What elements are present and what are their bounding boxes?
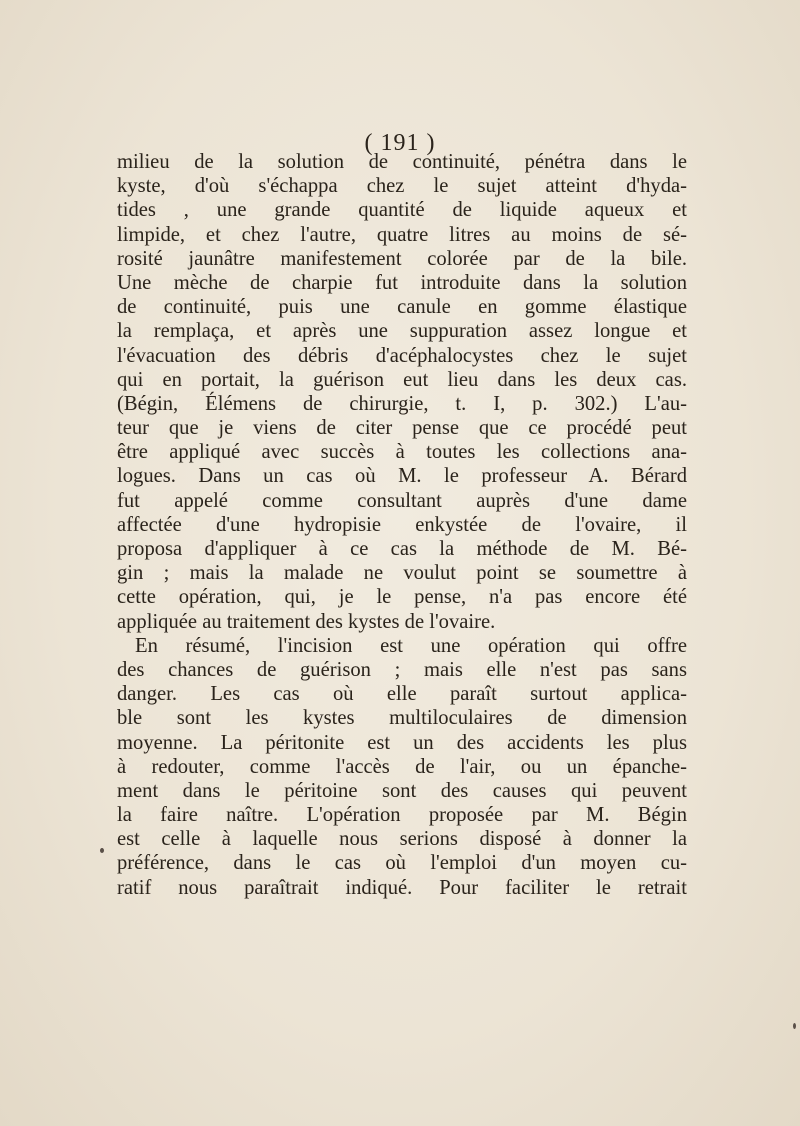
- text-line: des chances de guérison ; mais elle n'est pas sans: [117, 658, 687, 681]
- text-line: logues. Dans un cas où M. le professeur A. Bérard: [117, 465, 687, 488]
- text-line: préférence, dans le cas où l'emploi d'un moyen cu-: [117, 852, 687, 875]
- text-line: Une mèche de charpie fut introduite dans la solution: [117, 271, 687, 294]
- paper-speck: [793, 1023, 796, 1029]
- text-line: gin ; mais la malade ne voulut point se soumettre à: [117, 562, 687, 585]
- text-line: la faire naître. L'opération proposée par M. Bégin: [117, 804, 687, 827]
- text-line: limpide, et chez l'autre, quatre litres au moins de sé-: [117, 223, 687, 246]
- text-line: fut appelé comme consultant auprès d'une dame: [117, 489, 687, 512]
- text-line: rosité jaunâtre manifestement colorée par de la bile.: [117, 247, 687, 270]
- text-line: à redouter, comme l'accès de l'air, ou un épanche-: [117, 755, 687, 778]
- text-line: être appliqué avec succès à toutes les collections ana-: [117, 441, 687, 464]
- text-line: teur que je viens de citer pense que ce procédé peut: [117, 417, 687, 440]
- text-line: cette opération, qui, je le pense, n'a pas encore été: [117, 586, 687, 609]
- text-line: kyste, d'où s'échappa chez le sujet atteint d'hyda-: [117, 175, 687, 198]
- text-line: la remplaça, et après une suppuration assez longue et: [117, 320, 687, 343]
- text-line: ratif nous paraîtrait indiqué. Pour faciliter le retrait: [117, 876, 687, 899]
- text-line: milieu de la solution de continuité, pénétra dans le: [117, 151, 687, 173]
- paragraph-end-line: appliquée au traitement des kystes de l'ovaire.: [117, 610, 496, 633]
- text-line: (Bégin, Élémens de chirurgie, t. I, p. 302.) L'au-: [117, 392, 687, 415]
- text-line: de continuité, puis une canule en gomme élastique: [117, 296, 687, 319]
- text-line: ble sont les kystes multiloculaires de dimension: [117, 707, 687, 730]
- text-line: est celle à laquelle nous serions disposé à donner la: [117, 828, 687, 851]
- paper-speck: [100, 848, 104, 853]
- paragraph-start-line: En résumé, l'incision est une opération qui offre: [135, 634, 687, 657]
- text-line: tides , une grande quantité de liquide aqueux et: [117, 199, 687, 222]
- text-line: ment dans le péritoine sont des causes qui peuvent: [117, 779, 687, 802]
- text-line: l'évacuation des débris d'acéphalocystes chez le sujet: [117, 344, 687, 367]
- text-line: danger. Les cas où elle paraît surtout applica-: [117, 683, 687, 706]
- body-text: [117, 150, 687, 900]
- page-number: ( 191 ): [364, 130, 436, 156]
- text-line: moyenne. La péritonite est un des accidents les plus: [117, 731, 687, 754]
- text-line: qui en portait, la guérison eut lieu dans les deux cas.: [117, 368, 687, 391]
- text-line: proposa d'appliquer à ce cas la méthode de M. Bé-: [117, 538, 687, 560]
- text-line: affectée d'une hydropisie enkystée de l'ovaire, il: [117, 513, 687, 536]
